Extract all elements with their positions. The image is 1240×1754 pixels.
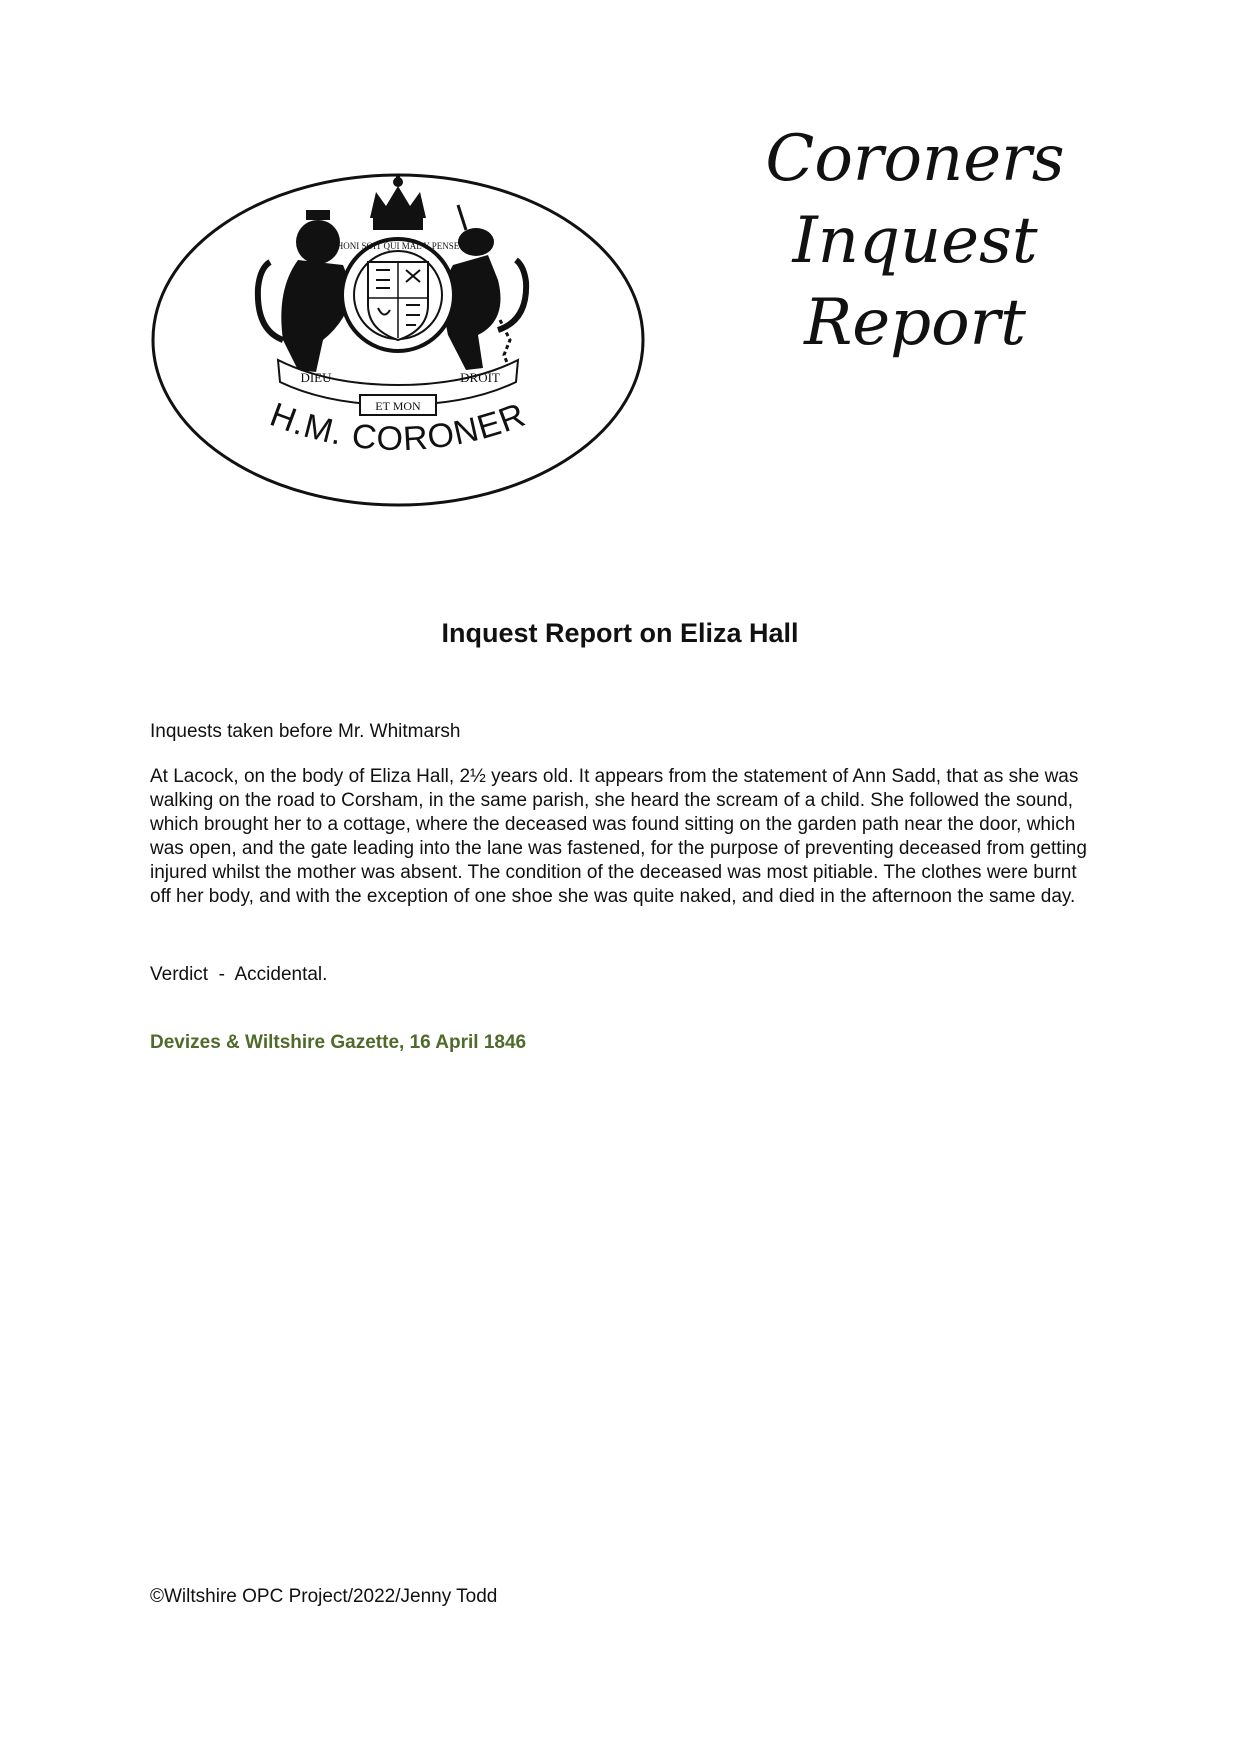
title-line-1: Coroners: [765, 122, 1065, 196]
motto-right: DROIT: [460, 370, 500, 385]
royal-coat-of-arms-icon: [148, 170, 648, 510]
report-heading: Inquest Report on Eliza Hall: [441, 618, 799, 648]
motto-center: ET MON: [375, 399, 421, 413]
intro-paragraph: Inquests taken before Mr. Whitmarsh: [150, 721, 461, 742]
source-citation: Devizes & Wiltshire Gazette, 16 April 1846: [150, 1032, 527, 1053]
title-line-2: Inquest: [792, 204, 1038, 278]
motto-left: DIEU: [300, 370, 332, 385]
verdict-line: Verdict - Accidental.: [150, 964, 328, 985]
logo-caption: H.M. CORONER: [265, 395, 531, 459]
garter-text: HONI SOIT QUI MAL Y PENSE: [336, 241, 460, 251]
document-title: [760, 118, 1070, 364]
crown-icon: [370, 174, 426, 230]
title-line-3: Report: [804, 286, 1026, 360]
shield-icon: [337, 239, 460, 351]
narrative-paragraph: At Lacock, on the body of Eliza Hall, 2½ years old. It appears from the statement of Ann Sadd, that as she was walking on the road to Corsham, in the same parish, she heard the scream of a child. She followed the sound, which brought her to a cottage, where the deceased was found sitting on the garden path near the door, which was open, and the gate leading into the lane was fastened, for the purpose of preventing deceased from getting injured whilst the mother was absent. The condition of the deceased was most pitiable. The clothes were burnt off her body, and with the exception of one shoe she was quite naked, and died in the afternoon the same day.: [150, 766, 1087, 907]
hm-coroner-logo: [148, 170, 648, 510]
copyright-footer: ©Wiltshire OPC Project/2022/Jenny Todd: [150, 1586, 498, 1607]
